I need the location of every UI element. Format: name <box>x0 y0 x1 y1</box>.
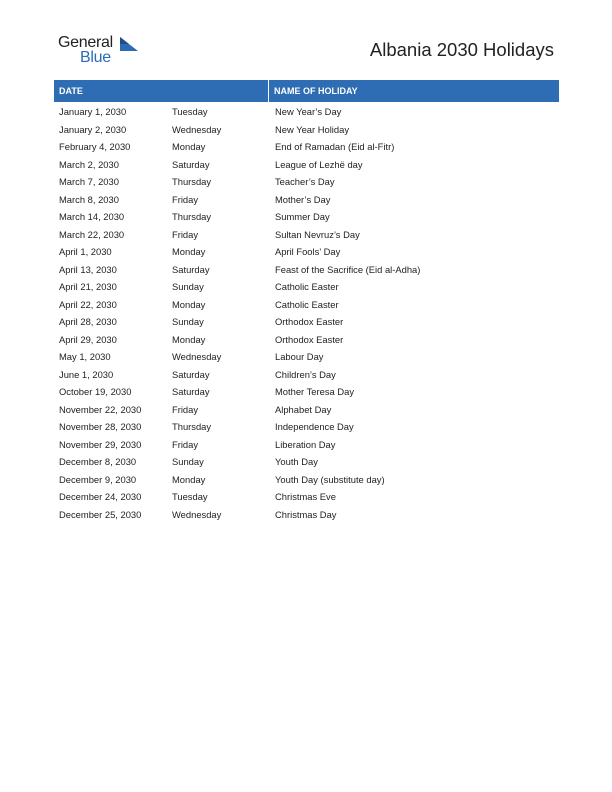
holiday-date: March 14, 2030 <box>59 211 125 222</box>
table-row <box>54 366 559 384</box>
holiday-date: June 1, 2030 <box>59 368 114 380</box>
table-body <box>54 102 559 523</box>
holiday-weekday: Saturday <box>172 158 210 170</box>
table-row <box>54 453 559 471</box>
holiday-weekday: Tuesday <box>172 106 208 117</box>
table-row <box>54 103 559 121</box>
holiday-date: January 2, 2030 <box>59 123 127 135</box>
table-row <box>54 383 559 401</box>
page-title: Albania 2030 Holidays <box>369 39 554 60</box>
holiday-name: Summer Day <box>275 211 330 222</box>
holiday-date: November 22, 2030 <box>59 403 142 415</box>
holiday-name: April Fools’ Day <box>275 246 341 257</box>
holiday-weekday: Sunday <box>172 281 204 292</box>
holiday-name: Christmas Eve <box>275 491 336 502</box>
table-header <box>54 80 559 102</box>
table-row <box>54 208 559 226</box>
holiday-name: Feast of the Sacrifice (Eid al-Adha) <box>275 263 421 275</box>
holiday-name: Sultan Nevruz’s Day <box>275 228 360 240</box>
holiday-weekday: Saturday <box>172 368 210 380</box>
logo-general-text: General <box>58 34 113 51</box>
logo <box>58 34 144 68</box>
table-row <box>54 173 559 191</box>
table-row <box>54 156 559 174</box>
holiday-weekday: Sunday <box>172 316 204 327</box>
holiday-weekday: Thursday <box>172 176 212 187</box>
logo-blue-text: Blue <box>80 49 111 66</box>
holiday-date: December 25, 2030 <box>59 508 142 520</box>
table-row <box>54 226 559 244</box>
table-row <box>54 436 559 454</box>
holiday-weekday: Tuesday <box>172 491 208 502</box>
holiday-name: Youth Day (substitute day) <box>275 473 385 485</box>
holiday-date: October 19, 2030 <box>59 386 132 397</box>
holiday-name: Independence Day <box>275 421 354 432</box>
holiday-weekday: Thursday <box>172 421 212 432</box>
holiday-name: Alphabet Day <box>275 403 332 415</box>
holiday-date: April 22, 2030 <box>59 298 117 310</box>
table-row <box>54 506 559 524</box>
holiday-date: January 1, 2030 <box>59 106 127 117</box>
holiday-weekday: Friday <box>172 438 199 450</box>
holiday-date: April 1, 2030 <box>59 246 112 257</box>
holiday-weekday: Monday <box>172 473 206 485</box>
holiday-date: April 28, 2030 <box>59 316 117 327</box>
holiday-name: End of Ramadan (Eid al-Fitr) <box>275 141 395 152</box>
holiday-weekday: Friday <box>172 193 199 205</box>
holiday-name: Orthodox Easter <box>275 333 344 345</box>
holiday-weekday: Friday <box>172 403 199 415</box>
table-row <box>54 488 559 506</box>
holiday-date: November 28, 2030 <box>59 421 142 432</box>
holiday-date: April 13, 2030 <box>59 263 117 275</box>
holiday-date: March 22, 2030 <box>59 228 125 240</box>
holiday-date: May 1, 2030 <box>59 351 111 362</box>
holiday-date: February 4, 2030 <box>59 141 131 152</box>
holiday-name: Catholic Easter <box>275 281 339 292</box>
holiday-weekday: Sunday <box>172 456 204 467</box>
holiday-name: Labour Day <box>275 351 324 362</box>
holiday-weekday: Thursday <box>172 211 212 222</box>
holiday-table <box>54 80 559 523</box>
table-row <box>54 401 559 419</box>
holiday-weekday: Friday <box>172 228 199 240</box>
holiday-weekday: Wednesday <box>172 508 222 520</box>
column-header-holiday-name: NAME OF HOLIDAY <box>274 86 358 96</box>
table-row <box>54 138 559 156</box>
holiday-date: December 9, 2030 <box>59 473 137 485</box>
holiday-date: November 29, 2030 <box>59 438 142 450</box>
table-row <box>54 243 559 261</box>
holiday-name: Youth Day <box>275 456 318 467</box>
table-row <box>54 348 559 366</box>
holiday-date: December 24, 2030 <box>59 491 142 502</box>
triangle-flag-icon <box>120 37 138 51</box>
holiday-name: New Year’s Day <box>275 106 342 117</box>
holiday-name: Mother’s Day <box>275 193 331 205</box>
holiday-weekday: Monday <box>172 333 206 345</box>
holiday-weekday: Monday <box>172 246 206 257</box>
holiday-name: League of Lezhë day <box>275 158 363 170</box>
table-row <box>54 313 559 331</box>
holiday-date: March 8, 2030 <box>59 193 119 205</box>
holiday-name: Teacher’s Day <box>275 176 335 187</box>
holiday-name: Liberation Day <box>275 438 336 450</box>
holiday-name: Orthodox Easter <box>275 316 344 327</box>
table-row <box>54 331 559 349</box>
column-header-date: DATE <box>54 80 269 102</box>
holiday-weekday: Wednesday <box>172 123 222 135</box>
table-row <box>54 418 559 436</box>
table-row <box>54 296 559 314</box>
table-row <box>54 191 559 209</box>
holiday-weekday: Saturday <box>172 386 210 397</box>
holiday-date: April 29, 2030 <box>59 333 117 345</box>
holiday-name: Catholic Easter <box>275 298 339 310</box>
table-row <box>54 121 559 139</box>
holiday-date: March 2, 2030 <box>59 158 119 170</box>
table-row <box>54 278 559 296</box>
holiday-weekday: Wednesday <box>172 351 222 362</box>
holiday-name: Mother Teresa Day <box>275 386 355 397</box>
holiday-date: December 8, 2030 <box>59 456 137 467</box>
holiday-name: New Year Holiday <box>275 123 350 135</box>
holiday-weekday: Monday <box>172 141 206 152</box>
holiday-date: April 21, 2030 <box>59 281 117 292</box>
holiday-name: Children’s Day <box>275 368 336 380</box>
holiday-name: Christmas Day <box>275 508 337 520</box>
holiday-weekday: Monday <box>172 298 206 310</box>
holiday-date: March 7, 2030 <box>59 176 119 187</box>
table-row <box>54 471 559 489</box>
holiday-weekday: Saturday <box>172 263 210 275</box>
table-row <box>54 261 559 279</box>
